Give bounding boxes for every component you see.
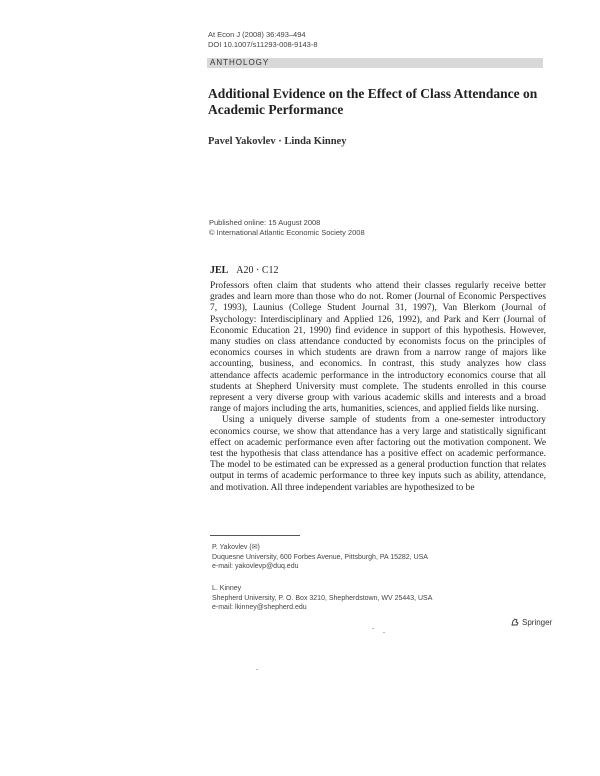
- article-authors: Pavel Yakovlev · Linda Kinney: [208, 136, 347, 147]
- publisher-logo: [510, 617, 552, 627]
- scan-speck: [256, 669, 258, 670]
- author-name: P. Yakovlev (✉): [212, 544, 260, 551]
- author-address: Duquesne University, 600 Forbes Avenue, Pittsburgh, PA 15282, USA: [212, 553, 428, 561]
- copyright-notice: © International Atlantic Economic Society 2008: [209, 228, 365, 237]
- jel-classification: [210, 265, 279, 276]
- article-title: Additional Evidence on the Effect of Class Attendance on Academic Performance: [208, 86, 538, 117]
- journal-citation: At Econ J (2008) 36:493–494: [208, 30, 306, 39]
- jel-label: JEL: [210, 265, 229, 276]
- jel-codes: A20 · C12: [236, 265, 279, 276]
- scan-speck: [372, 628, 374, 629]
- body-paragraph: Professors often claim that students who attend their classes regularly receive better grades and learn more than those who do not. Romer (Journal of Economic Perspectives 7, 1993), Launius (College Student Journal 31, 1997), Van Blerkom (Journal of Psychology: Interdisciplinary and Applied 126, 1992), and Park and Kerr (Journal of Economic Education 21, 1990) find evidence in support of this hypothesis. However, many studies on class attendance conducted by economists focus on the principles of economics courses in which students are drawn from a narrow range of majors like accounting, business, and economics. In contrast, this study analyzes how class attendance affects academic performance in the introductory economics course that all students at Shepherd University must complete. The students enrolled in this course represent a very diverse group with various academic skills and interests and a broad range of majors including the arts, humanities, sciences, and applied fields like nursing.: [210, 281, 546, 415]
- published-date: Published online: 15 August 2008: [209, 218, 321, 227]
- author-address: Shepherd University, P. O. Box 3210, Shepherdstown, WV 25443, USA: [212, 594, 433, 602]
- publication-info: [209, 218, 365, 238]
- author-name: L. Kinney: [212, 585, 242, 592]
- body-paragraph: Using a uniquely diverse sample of students from a one-semester introductory economics course, we show that attendance has a very large and statistically significant effect on academic performance even after factoring out the motivation component. We test the hypothesis that class attendance has a positive effect on academic performance. The model to be estimated can be expressed as a general production function that relates output in terms of academic performance to three key inputs such as ability, attendance, and motivation. All three independent variables are hypothesized to be: [210, 415, 546, 493]
- author-affiliation: [212, 543, 428, 572]
- doi: DOI 10.1007/s11293-008-9143-8: [208, 40, 318, 49]
- springer-horse-icon: [510, 617, 520, 627]
- scan-speck: [383, 632, 385, 633]
- section-bar: [207, 58, 543, 68]
- article-meta: [208, 30, 318, 50]
- author-affiliation: [212, 584, 432, 613]
- author-email: e-mail: lkinney@shepherd.edu: [212, 604, 307, 611]
- article-body: [210, 281, 546, 494]
- section-label: ANTHOLOGY: [210, 58, 270, 67]
- author-email: e-mail: yakovlevp@duq.edu: [212, 563, 299, 570]
- publisher-name: Springer: [522, 617, 553, 627]
- footnote-divider: [210, 535, 300, 536]
